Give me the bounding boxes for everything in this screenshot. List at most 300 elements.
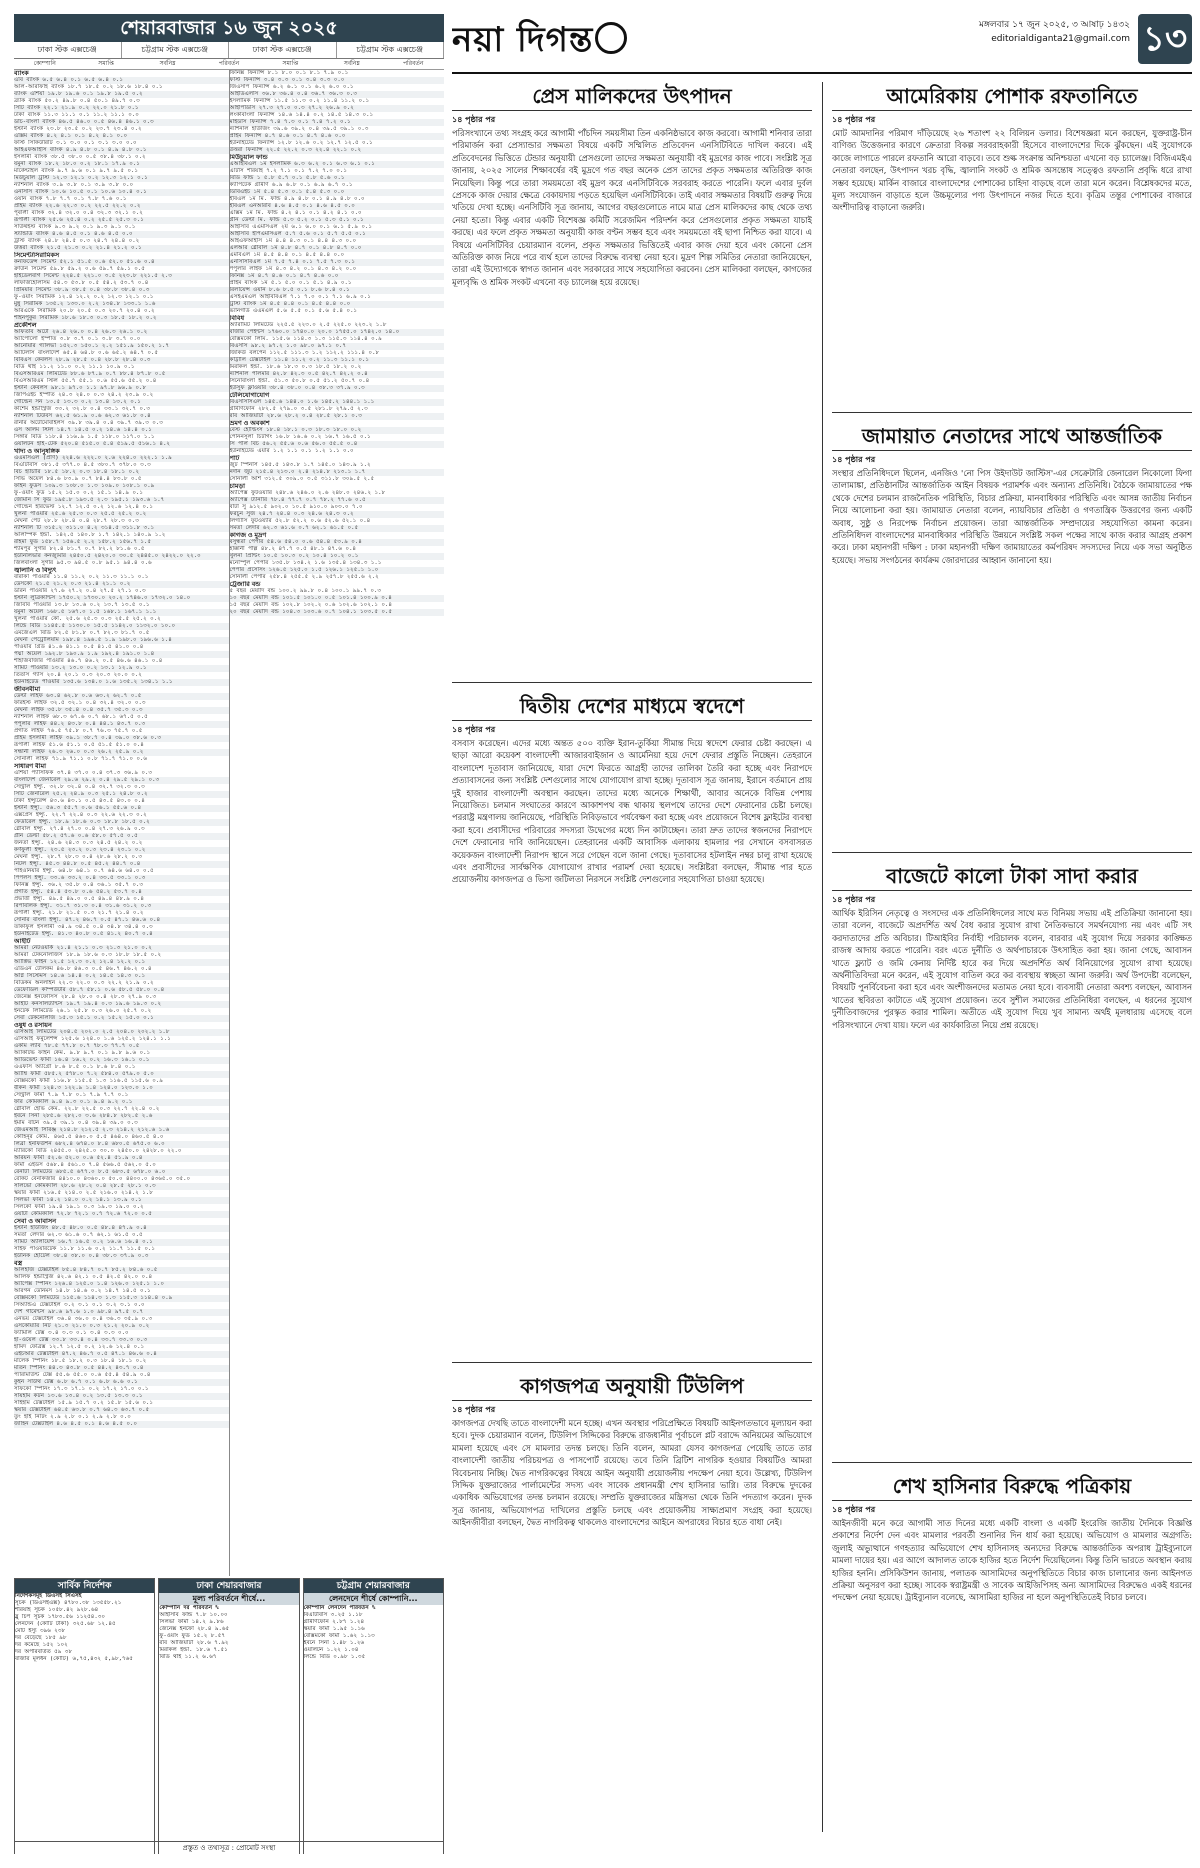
stock-row: জনতা ইন্স্যু. ২৪.৬ ২৪.৩ ০.৩ ২৪.৫ ২৪.২ ০.২	[14, 840, 143, 846]
stock-row: এসইএমএল আইবিবিএল ৭.১ ৭.০ ০.১ ৭.১ ৬.৯ ০.১	[229, 294, 371, 300]
stock-row: মাইডাস ফিন্যান্স ৭.৪ ৭.৩ ০.১ ৭.৪ ৭.২ ০.১	[230, 119, 445, 126]
stock-row: জিকিউ বলপেন ১১২.৫ ১১১.৩ ১.২ ১১২.২ ১১১.৪ ০.৮	[229, 350, 380, 356]
stock-row: ইউনাইটেড ফিন্যান্স ১২.৮ ১২.৬ ০.২ ১২.৭ ১২.৫ ০.১	[229, 140, 373, 146]
price-table-left	[14, 70, 230, 1576]
box-row: দর অপরিবর্তিত ৫৯ ৩৮	[15, 1649, 73, 1655]
stock-row: রেনাটা লিমিটেড ৬৮৫.৫ ৬৭৭.০ ৮.৫ ৬৮৩.৫ ৬৭৮.০ ৬.০	[14, 1169, 229, 1176]
box-row: সূচক (ডিএসইএক্স) ৪৭৮০.৩৮ ১৩৫৫৮.২১	[15, 1600, 122, 1606]
stock-row: বিচ হ্যাচারি ১৮.৫ ১৮.২ ০.৩ ১৮.৪ ১৮.১ ০.২	[14, 469, 229, 476]
dse-box-title: ঢাকা শেয়ারবাজার	[159, 1579, 298, 1593]
sector-heading: ওষুধ ও রসায়ন	[14, 1022, 52, 1029]
stock-row: অ্যাপেক্স ফুটওয়্যার ২৪৮.৬ ২৪৬.০ ২.৬ ২৪৮.০ ২৪৬.২ ১.৮	[229, 490, 386, 496]
logo-circle-icon	[595, 22, 627, 54]
stock-row: অ্যাপেক্স ট্যানারি ৭৮.৪ ৭৭.৭ ০.৭ ৭৮.২ ৭৭.৬ ০.৫	[230, 497, 445, 504]
stock-row: কনফিডেন্স সিমেন্ট ৫২.১ ৫১.৫ ০.৬ ৫২.০ ৫১.৬ ০.৪	[14, 259, 229, 266]
sector-heading: খাদ্য ও আনুষঙ্গিক	[14, 448, 60, 455]
stock-row: বেস্ট হোল্ডিংস ১৮.৪ ১৮.১ ০.৩ ১৮.৩ ১৮.০ ০.২	[230, 427, 445, 434]
sector-heading: ট্রেজারি বন্ড	[229, 581, 261, 588]
stock-row: লিন্ডে বিডি ১১৪৫.৫ ১১৩০.০ ১৫.৫ ১১৪২.০ ১১৩২.০ ১০.০	[14, 623, 229, 630]
stock-row: সায়হাম কটন ১৩.৬ ১৩.৪ ০.২ ১৩.৫ ১৩.৩ ০.১	[14, 1393, 229, 1400]
stock-row: গ্রামীণফোন ২৮২.৫ ২৭৯.০ ৩.৫ ২৮১.৮ ২৭৯.৫ ২.৩	[229, 406, 368, 412]
story-headline[interactable]: জামায়াত নেতাদের সাথে আন্তর্জাতিক	[832, 422, 1192, 451]
stock-row: উত্তরা ফিন্যান্স ২২.৫ ২২.২ ০.৩ ২২.৪ ২২.১ ০.২	[230, 147, 445, 154]
box-row: জেনেক্স ইনফো ২৮.৪ ৯.৬৫	[159, 1626, 230, 1632]
stock-row: মিরাকল ইন্ডা. ১৮.৬ ১৮.৩ ০.৩ ১৮.৫ ১৮.২ ০.২	[229, 364, 362, 370]
box-row: বিডি থাই ১১.২ ৬.৬৭	[159, 1654, 217, 1660]
sector-heading: টেলিযোগাযোগ	[229, 392, 270, 399]
stock-row: পিপলস ইন্স্যু. ৩৩.৬ ৩৩.২ ০.৪ ৩৩.৫ ৩৩.১ ০.৩	[14, 875, 229, 882]
story-jump-line: ১৪ পৃষ্ঠার পর	[832, 895, 876, 904]
stock-row: অ্যাডভেন্ট ফার্মা ১৬.৪ ১৬.২ ০.২ ১৬.৩ ১৬.১ ০.১	[14, 1057, 229, 1064]
stock-row: এমবিএল ১ম ৪.৫ ৪.৪ ০.১ ৪.৫ ৪.৪ ০.০	[229, 252, 345, 258]
story-headline[interactable]: দ্বিতীয় দেশের মাধ্যমে স্বদেশে	[452, 692, 812, 721]
news-story	[452, 82, 812, 697]
exchange-label: চট্টগ্রাম স্টক এক্সচেঞ্জ	[337, 42, 445, 58]
stock-row: খুলনা পাওয়ার কো. ২৫.৬ ২৫.৩ ০.৩ ২৫.৫ ২৫.২ ০.২	[14, 616, 161, 622]
story-body: কাগজপত্র দেখছি তাতে বাংলাদেশী মনে হচ্ছে। এখন অবস্থার পরিপ্রেক্ষিতে বিষয়টি আইনগতভাবে মূল্যায়ন করা হবে। দুদক চেয়ারম্যান বলেন, টিউলিপ সিদ্দিকের বিরুদ্ধে রাজধানীর পূর্বাচলে প্লট বরাদ্দে অনিয়মের অভিযোগে মামলা হয়েছে এবং সে মামলার তদন্ত চলছে। তিনি বলেন, আমরা যেসব কাগজপত্র পেয়েছি তাতে তার বাংলাদেশী জাতীয় পরিচয়পত্র ও পাসপোর্ট রয়েছে। তবে তিনি ব্রিটিশ নাগরিক হওয়ার বিষয়টিও আমরা বিবেচনায় নিচ্ছি। দ্বৈত নাগরিকত্বের বিষয়ে আইন অনুযায়ী প্রয়োজনীয় পদক্ষেপ নেয়া হবে। উল্লেখ্য, টিউলিপ সিদ্দিক যুক্তরাজ্যের পার্লামেন্টের সদস্য এবং সাবেক প্রধানমন্ত্রী শেখ হাসিনার ভাগ্নি। তার বিরুদ্ধে দুদকের একাধিক অভিযোগের তদন্ত চলমান রয়েছে। সম্প্রতি যুক্তরাজ্যের মন্ত্রিসভা থেকে তিনি পদত্যাগ করেন। দুদক সূত্র জানায়, অভিযোগপত্র দাখিলের প্রস্তুতি চলছে এবং প্রয়োজনীয় সাক্ষ্যপ্রমাণ সংগ্রহ করা হয়েছে। আইনজীবীরা বলছেন, দ্বৈত নাগরিকত্ব থাকলেও বাংলাদেশের আইনে অপরাধের বিচার হতে বাধা নেই।	[452, 1418, 812, 1528]
stock-row: তাকাফুল ইসলামী ৩৪.৯ ৩৪.৫ ০.৪ ৩৪.৮ ৩৪.৪ ০.৩	[14, 924, 153, 930]
story-body: আর্থিক ইরিসিন নেতৃত্বে ও সংসদের এক প্রতিনিধিদলের সাথে মত বিনিময় সভায় এই প্রতিক্রিয়া জানানো হয়। তারা বলেন, বাজেটে অপ্রদর্শিত অর্থ বৈধ করার সুযোগ রাখা নৈতিকভাবে সমর্থনযোগ্য নয় এবং এটি সৎ করদাতাদের প্রতি অবিচার। টিআইবির নির্বাহী পরিচালক বলেন, বারবার এই সুযোগ দিয়ে সরকার কাঙ্ক্ষিত রাজস্ব আদায় করতে পারেনি। বরং এতে দুর্নীতি ও অর্থপাচারকে উৎসাহিত করা হয়। জানা গেছে, আবাসন খাতে ফ্ল্যাট ও জমি কেনায় নির্দিষ্ট হারে কর দিয়ে অপ্রদর্শিত অর্থ বিনিয়োগের সুযোগ রাখা হয়েছে। অর্থনীতিবিদরা মনে করেন, এই সুযোগ বাতিল করে কর ব্যবস্থায় স্বচ্ছতা আনা জরুরি। অর্থ উপদেষ্টা বলেছেন, বিষয়টি পুনর্বিবেচনা করা হবে এবং অংশীজনদের মতামত নেয়া হবে। ব্যবসায়ী নেতারা অবশ্য বলছেন, আবাসন খাতের স্থবিরতা কাটাতে এই সুযোগ প্রয়োজন। তবে সুশীল সমাজের প্রতিনিধিরা বলছেন, এ ধরনের সুযোগ দুর্নীতিবাজদের পুরস্কৃত করার শামিল। অতীতে এই সুযোগ দিয়ে খুব সামান্য অর্থই মূলধারায় এসেছে বলে পরিসংখ্যানে দেখা যায়। ফলে এর কার্যকারিতা নিয়ে প্রশ্ন রয়েছে।	[832, 908, 1192, 1030]
cse-box-title: চট্টগ্রাম শেয়ারবাজার	[304, 1579, 443, 1593]
stock-row: আইএফআইসি ১ম ৪.৪ ৪.৩ ০.১ ৪.৪ ৪.৩ ০.০	[229, 238, 357, 244]
story-divider	[832, 852, 1192, 853]
stock-row: ইস্টার্ন হাউজিং ৪৮.৫ ৪৮.০ ০.৫ ৪৮.৪ ৪৭.৯ ০.৪	[14, 1225, 229, 1232]
box-row: বাজার মূলধন (কোটি) ৬,৭৫,৪৩২ ৫,৯৮,৭৬৫	[15, 1656, 133, 1662]
stock-row: জেনেক্স ইনফোসিস ২৮.৪ ২৮.০ ০.৪ ২৮.৩ ২৭.৯ ০.৩	[14, 994, 157, 1000]
box-row: বেক্সিমকো ফার্মা ১.৬২ ১.১৩	[303, 1633, 375, 1639]
sector-heading: জ্বালানি ও বিদ্যুৎ	[14, 567, 57, 574]
news-story	[452, 1372, 812, 1857]
box-row: শরিয়াহ সূচক ১০৫৮.৪২ ৯২৮.৬৪	[15, 1607, 99, 1613]
masthead-meta	[979, 18, 1130, 46]
stock-row: পাইওনিয়ার ইন্স্যু. ৬৪.৮ ৬৪.১ ০.৭ ৬৪.৬ ৬৪.০ ০.৫	[14, 868, 154, 874]
stock-row: সি পার্ল বিচ ৫৬.২ ৫৫.৬ ০.৬ ৫৬.০ ৫৫.৫ ০.৪	[230, 441, 445, 448]
stock-row: অরিয়ন ফার্মা ৫২.৬ ৫২.০ ০.৬ ৫২.৪ ৫১.৯ ০.৪	[14, 1155, 229, 1162]
news-story	[832, 1472, 1192, 1857]
column-header: পরিবর্তন	[218, 60, 240, 67]
stock-row: ইউনাইটেড এয়ার ১.২ ১.১ ০.১ ১.২ ১.১ ০.০	[229, 448, 354, 454]
stock-row: গোল্ডেন সন ১৩.৫ ১৩.৩ ০.২ ১৩.৪ ১৩.২ ০.১	[14, 399, 229, 406]
stock-row: রবি আজিয়াটা ২৮.৬ ২৮.২ ০.৪ ২৮.৫ ২৮.১ ০.৩	[230, 413, 445, 420]
stock-row: কাট্টালি টেক্সটাইল ১১.৪ ১১.২ ০.২ ১১.৩ ১১.১ ০.১	[230, 357, 445, 364]
box-row: ফু-ওয়াং ফুড ১৫.২ ৮.৫৭	[159, 1633, 226, 1639]
stock-row: ডাচ-বাংলা ব্যাংক ৪৬.৫ ৪৬.০ ০.৫ ৪৬.৪ ৪৬.১ ০.৩	[14, 119, 229, 126]
box-row: দর বেড়েছে ১৮৫ ৯৮	[15, 1635, 67, 1641]
stock-row: সাইফ পাওয়ারটেক ১১.৮ ১১.৬ ০.২ ১১.৭ ১১.৫ ০.১	[14, 1246, 155, 1252]
box-row: ইবনে সিনা ১.৪৮ ১.২৬	[303, 1640, 365, 1646]
stock-row: ফু-ওয়াং সিরামিক ১২.৪ ১২.২ ০.২ ১২.৩ ১২.১ ০.১	[14, 294, 154, 300]
story-divider	[832, 1462, 1192, 1463]
cse-box-subtitle: লেনদেনে শীর্ষে কোম্পানি...	[304, 1593, 443, 1605]
stock-row: বার্জার পেইন্টস ১৭৬০.০ ১৭৪০.০ ২০.০ ১৭৫৫.০ ১৭৪২.০ ১৪.০	[230, 329, 445, 336]
stock-row: রহিমা ফুড ১৫৮.৭ ১৫৬.৫ ২.২ ১৫৮.২ ১৫৬.৭ ১.৫	[14, 539, 229, 546]
stock-row: জেএমআই সিরিঞ্জ ২১৪.৮ ২১২.৫ ২.৩ ২১৪.২ ২১২.৬ ১.৬	[14, 1127, 229, 1134]
box-row: লিন্ডে বিডি ০.৯৮ ১.৩৫	[303, 1654, 366, 1660]
story-body: পরিসংখ্যানে তথ্য সংগ্রহ করে আগামী পাঁচদিন সময়সীমা তিন একনিষ্ঠভাবে কাজ করবো। আগামী শনিবার তারা পরিমার্জন করা প্রেস্যান্ডার সক্ষমতা বিষয়ে একটি সম্মিলিত প্রতিবেদন এনসিটিবিতে দাখিল করবে। এই প্রতিবেদনের ভিত্তিতে টেন্ডার অনুযায়ী প্রেসগুলো তাদের সক্ষমতা অনুযায়ী বই মুদ্রণের কাজ পাবে। সংশ্লিষ্ট সূত্র জানায়, ২০২৫ সালের শিক্ষাবর্ষের বই মুদ্রণে গত বছর অনেক প্রেস তাদের প্রকৃত সক্ষমতার অতিরিক্ত কাজ নিয়েছিল। কিন্তু পরে তারা সময়মতো বই মুদ্রণ করে এনসিটিবিকে সরবরাহ করতে পারেনি। ফলে এবার দুর্বল প্রেসকে কাজ দেয়ার ক্ষেত্রে বেকায়দায় পড়তে হয়েছিল এনসিটিবিকে। তাই এবার সক্ষমতার বিষয়টি গুরুত্ব দিয়ে খতিয়ে দেখা হচ্ছে। এনসিটিবি সূত্র জানায়, আগের বছরগুলোতে নামে মাত্র প্রেস মালিকদের কাছ থেকে তথ্য নেয়া হতো। কিন্তু এবার একটি বিশেষজ্ঞ কমিটি সরেজমিন পরিদর্শন করে প্রেসগুলোর প্রকৃত সক্ষমতা যাচাই করছে। এর ফলে প্রকৃত সক্ষমতা অনুযায়ী কাজ বণ্টন সম্ভব হবে এবং সময়মতো বই ছাপা নিশ্চিত করা যাবে। এ বিষয়ে এনসিটিবির চেয়ারম্যান বলেন, প্রকৃত সক্ষমতার ভিত্তিতেই এবার কাজ দেয়া হবে এবং কোনো প্রেস অতিরিক্ত কাজ নিয়ে পরে ব্যর্থ হলে তাদের বিরুদ্ধে ব্যবস্থা নেয়া হবে। মুদ্রণ শিল্প সমিতির নেতারা জানিয়েছেন, তারা এই উদ্যোগকে স্বাগত জানান এবং সরকারের সাথে সহযোগিতা করবেন। প্রেস মালিকরা বলছেন, কাগজের মূল্যবৃদ্ধি ও শ্রমিক সংকট এখনো বড় চ্যালেঞ্জ হয়ে রয়েছে।	[452, 128, 812, 287]
summary-table	[15, 1593, 154, 1663]
column-header: সমাপ্তি	[282, 60, 299, 67]
stock-row: নর্দান জুট ২১৫.৪ ২১৩.০ ২.৪ ২১৪.৮ ২১৩.১ ১.৭	[230, 469, 445, 476]
share-market-section	[14, 14, 444, 1854]
stock-row: জিলবাংলা সুগার ৯৫.৩ ৯৪.৫ ০.৮ ৯৫.১ ৯৪.৪ ০.৬	[14, 560, 152, 566]
stock-row: প্রভাতী ইন্স্যু. ৪৯.৫ ৪৯.০ ০.৫ ৪৯.৪ ৪৮.৯ ০.৪	[14, 896, 144, 902]
stock-row: প্রাইম ব্যাংক ২২.৬ ২২.৩ ০.২ ২২.৫ ২২.২ ০.২	[14, 203, 229, 210]
story-jump-line: ১৪ পৃষ্ঠার পর	[832, 455, 876, 464]
box-header-row: কোম্পানি লেনদেন পরিবর্তন %	[303, 1605, 376, 1611]
stock-row: মেঘনা পেট ২৮.৮ ২৮.৪ ০.৪ ২৮.৭ ২৮.৩ ০.৩	[14, 518, 139, 524]
stock-row: ফ্যামিলি টেক্স ৩.৪ ৩.৩ ০.১ ৩.৪ ৩.৩ ০.০	[14, 1330, 129, 1336]
stock-row: মুন্নু সিরামিক ১৩৫.২ ১৩৩.০ ২.২ ১৩৪.৮ ১৩৩.১ ১.৬	[14, 301, 229, 308]
sector-heading: সেবা ও আবাসন	[14, 1218, 57, 1225]
summary-title: সার্বিক নির্দেশক	[15, 1579, 154, 1593]
newspaper-logo[interactable]	[452, 14, 627, 71]
stock-row: সেবা টেকনোলজি ১৫.৩ ১৫.১ ০.২ ১৫.২ ১৫.০ ০.১	[14, 1015, 229, 1022]
price-tables	[14, 70, 444, 1576]
stock-row: পপুলার লাইফ ১ম ৪.৩ ৪.২ ০.১ ৪.৩ ৪.২ ০.০	[229, 266, 357, 272]
news-section	[452, 8, 1192, 1860]
box-row: দর কমেছে ১৫২ ১০২	[15, 1642, 68, 1648]
stock-row: তিতাস গ্যাস ২০.৪ ২০.১ ০.৩ ২০.৩ ২০.০ ০.২	[14, 672, 142, 678]
page-number-badge: ১৩	[1138, 14, 1192, 64]
stock-row: এস আলম স্টিল ১৪.৭ ১৪.৫ ০.২ ১৪.৬ ১৪.৪ ০.১	[14, 427, 229, 434]
stock-row: জুট স্পিনার্স ১৪৫.৫ ১৪৩.৮ ১.৭ ১৪৫.০ ১৪৩.৯ ১.২	[229, 462, 371, 468]
stock-row: জাহিন টেক্সটাইল ৪.৬ ৪.৫ ০.১ ৪.৬ ৪.৫ ০.০	[14, 1421, 229, 1428]
stock-row: ইউসুফ ফ্লাওয়ার ৩৮.৪ ৩৮.০ ০.৪ ৩৮.৩ ৩৭.৯ ০.৩	[230, 385, 445, 392]
stock-row: ফরচুন সুজ ২৪.৭ ২৪.৪ ০.৩ ২৪.৬ ২৪.৩ ০.২	[230, 511, 445, 518]
stock-row: এইচআর টেক্সটাইল ৪৭.২ ৪৬.৭ ০.৫ ৪৭.১ ৪৬.৬ ০.৪	[14, 1351, 229, 1358]
stock-row: বারাকা পাওয়ার ১১.৪ ১১.২ ০.২ ১১.৩ ১১.১ ০.১	[14, 574, 149, 580]
stock-row: বিডিকম অনলাইন ২২.৩ ২২.০ ০.৩ ২২.২ ২১.৯ ০.২	[14, 980, 154, 986]
stock-row: এএমসিএল (প্রাণ) ২২৪.৬ ২২২.০ ২.৬ ২২৪.০ ২২২.১ ১.৯	[14, 455, 229, 462]
stock-row: ন্যাশনাল টিউবস ৬২.৫ ৬১.৯ ০.৬ ৬২.৩ ৬১.৮ ০.৪	[14, 413, 229, 420]
stock-row: ট্রাস্ট ব্যাংক ১ম ৪.৫ ৪.৪ ০.১ ৪.৫ ৪.৪ ০.০	[230, 301, 445, 308]
stock-row: পদ্মা অয়েল ১৯২.৮ ১৯০.৯ ১.৯ ১৯২.৪ ১৯১.০ ১.৪	[14, 651, 229, 658]
stock-row: ট্রাস্ট ব্যাংক ২৪.৮ ২৪.৫ ০.৩ ২৪.৭ ২৪.৪ ০.২	[14, 238, 140, 244]
stock-row: ওয়াটা কেমিক্যাল ৭২.৮ ৭২.১ ০.৭ ৭২.৬ ৭২.০ ০.৫	[14, 1211, 229, 1218]
stock-row: মনোস্পুল পেপার ১৩৫.৮ ১৩৪.২ ১.৬ ১৩৫.৪ ১৩৪.৩ ১.১	[229, 560, 382, 566]
stock-row: আফতাব অটো ২৬.৪ ২৬.০ ০.৪ ২৬.৩ ২৬.১ ০.২	[14, 329, 229, 336]
stock-row: আইটি কনসালট্যান্টস ১৯.৭ ১৯.৪ ০.৩ ১৯.৬ ১৯.৩ ০.২	[14, 1001, 229, 1008]
stock-row: রূপালী লাইফ ৫১.৬ ৫১.১ ০.৫ ৫১.৫ ৫১.০ ০.৪	[14, 742, 144, 748]
story-headline[interactable]: প্রেস মালিকদের উৎপাদন	[452, 82, 812, 111]
dse-box	[158, 1578, 299, 1854]
stock-row: এক্সপ্রেস ইন্স্যু. ২২.৭ ২২.৪ ০.৩ ২২.৬ ২২.৩ ০.২	[14, 812, 147, 818]
stock-row: ইউনাইটেড পাওয়ার ১৩৫.৬ ১৩৪.০ ১.৬ ১৩৫.২ ১৩৪.১ ১.১	[14, 679, 229, 686]
stock-row: বেক্সিমকো লিমিটেড ১১৫.৬ ১১৪.৩ ১.৩ ১১৫.৩ ১১৪.৪ ০.৯	[14, 1295, 229, 1302]
stock-row: কোহিনূর কেমি. ৪৬৫.৫ ৪৬০.০ ৫.৫ ৪৬৪.০ ৪৬০.৫ ৪.০	[14, 1134, 164, 1140]
box-row: ব্লু চিপ সূচক ১৭৮৩.৫৬ ১১২৫৪.৩০	[15, 1614, 106, 1620]
stock-row: এসিআই ফর্মুলেশন্স ১২৫.৬ ১২৪.০ ১.৬ ১২৫.২ ১২৪.১ ১.১	[14, 1036, 171, 1042]
story-headline[interactable]: আমেরিকায় পোশাক রফতানিতে	[832, 82, 1192, 111]
stock-row: ইসলামী ব্যাংক ৩৮.৫ ৩৮.০ ০.৫ ৩৮.৪ ৩৮.১ ০.২	[14, 154, 146, 160]
stock-row: ওয়ালটন হাই-টেক ৫২০.৪ ৫১৫.০ ৫.৪ ৫১৯.৫ ৫১৬.১ ৪.২	[14, 441, 229, 448]
stock-row: আল-আরাফাহ ব্যাংক ১৮.৭ ১৮.৫ ০.২ ১৮.৬ ১৮.৪ ০.১	[14, 84, 163, 90]
story-divider	[452, 1362, 812, 1363]
stock-row: বসুন্ধরা পেপার ৫৪.৬ ৫৪.০ ০.৬ ৫৪.৪ ৫৩.৯ ০.৪	[230, 539, 445, 546]
box-row: লেনদেন (কোটি টাকা) ৩২৫.৬৮ ১২.৪৫	[15, 1621, 116, 1627]
stock-row: ইউনিলিভার কনজ্যুমার ২৪৫০.৫ ২৪২০.০ ৩০.৫ ২৪৪৫.০ ২৪২২.০ ২২.০	[14, 553, 229, 560]
stock-row: অ্যাপেক্স স্পিনিং ১২৬.৪ ১২৫.০ ১.৪ ১২৬.০ ১২৫.১ ১.০	[14, 1281, 229, 1288]
stock-row: খুলনা প্রিন্টিং ১০.৫ ১০.৩ ০.২ ১০.৪ ১০.২ ০.১	[230, 553, 445, 560]
sector-heading: জীবনবীমা	[14, 686, 41, 693]
stock-row: আরগন ডেনিমস ১৪.৮ ১৪.৬ ০.২ ১৪.৭ ১৪.৫ ০.১	[14, 1288, 151, 1294]
stock-row: খুলনা পাওয়ার ২৫.৬ ২৫.৩ ০.৩ ২৫.৫ ২৫.২ ০.২	[14, 511, 229, 518]
stock-row: ন্যাশনাল ব্যাংক ৩.৯ ৩.৮ ০.১ ৩.৯ ৩.৮ ০.০	[14, 182, 134, 188]
box-row: আইসিবি ফান্ড ৭.৮ ১০.০০	[159, 1612, 228, 1618]
stock-row: আইসিবি ইপিএমসিএল ৫.৭ ৫.৬ ০.১ ৫.৭ ৫.৫ ০.১	[230, 231, 445, 238]
stock-row: অ্যারামিট লিমিটেড ২২৫.৫ ২২৩.০ ২.৫ ২২৫.০ ২২৩.২ ১.৮	[229, 322, 387, 328]
stock-row: জিপিএইচ ইস্পাত ২৪.৩ ২৪.০ ০.৩ ২৪.২ ২৩.৯ ০.২	[14, 392, 154, 398]
stock-row: মেঘনা লাইফ ৩৫.৮ ৩৫.৪ ০.৪ ৩৫.৭ ৩৫.৩ ০.৩	[14, 707, 229, 714]
stock-row: লিগ্যাসি ফুটওয়্যার ৫২.৮ ৫২.২ ০.৬ ৫২.৬ ৫২.১ ০.৪	[229, 518, 371, 524]
stock-row: পপুলার লাইফ ৪৪.২ ৪৩.৮ ০.৪ ৪৪.১ ৪৩.৭ ০.৩	[14, 721, 229, 728]
stock-row: উত্তরা ব্যাংক ২১.৫ ২১.৩ ০.২ ২১.৪ ২১.২ ০.১	[14, 245, 229, 252]
stock-row: ইস্টার্ন ব্যাংক ২৩.৮ ২৩.৫ ০.২ ২৩.৭ ২৩.৪ ০.২	[14, 126, 142, 132]
stock-row: বিএসসিসিএল ১৪৫.৬ ১৪৪.০ ১.৬ ১৪৫.২ ১৪৪.১ ১.১	[230, 399, 445, 406]
story-body: মোট আমদানির পরিমাণ দাঁড়িয়েছে ২৬ শতাংশ ২২ বিলিয়ন ডলার। বিশেষজ্ঞরা মনে করছেন, যুক্তরাষ্ট্র-চীন বাণিজ্য উত্তেজনার কারণে ক্রেতারা বিকল্প সরবরাহকারী হিসেবে বাংলাদেশের দিকে ঝুঁকছেন। এই সুযোগকে কাজে লাগাতে পারলে রফতানি আরো বাড়বে। তবে শুল্ক সংক্রান্ত অনিশ্চয়তা এখনো বড় চ্যালেঞ্জ। বিজিএমইএ নেতারা বলছেন, উৎপাদন খরচ বৃদ্ধি, জ্বালানি সংকট ও শ্রমিক অসন্তোষ সত্ত্বেও রফতানি প্রবৃদ্ধি ধরে রাখা সম্ভব হয়েছে। মার্কিন বাজারে বাংলাদেশের পোশাকের চাহিদা বাড়ছে বলে তারা মনে করেন। বিশ্লেষকদের মতে, মূল্য সংযোজন বাড়াতে হলে উচ্চমূল্যের পণ্য উৎপাদনে নজর দিতে হবে। কৃত্রিম তন্তুর পোশাকের বাজারে অংশীদারিত্ব বাড়ানো জরুরি।	[832, 128, 1192, 213]
stock-row: সাইহাম টেক্সটাইল ১৫.৯ ১৫.৭ ০.২ ১৫.৮ ১৫.৬ ০.১	[14, 1400, 153, 1406]
share-market-title: শেয়ারবাজার ১৬ জুন ২০২৫	[14, 14, 444, 42]
stock-row: ন্যাশনাল হাউজিং ৩৯.৬ ৩৯.২ ০.৪ ৩৯.৫ ৩৯.১ ০.৩	[229, 126, 369, 132]
stock-row: পেনিনসুলা চিটাগং ১৬.৮ ১৬.৬ ০.২ ১৬.৭ ১৬.৫ ০.১	[229, 434, 371, 440]
exchange-header-row	[14, 42, 444, 59]
stock-row: যমুনা অয়েল ১৬৮.৫ ১৬৭.০ ১.৫ ১৬৮.১ ১৬৭.১ ১.১	[14, 609, 229, 616]
stock-row: ক্রাউন সিমেন্ট ৫৯.৮ ৫৯.২ ০.৬ ৫৯.৭ ৫৯.১ ০.৫	[14, 266, 145, 272]
sector-heading: ব্যাংক	[14, 70, 29, 77]
news-columns	[452, 82, 1192, 1860]
stock-row: আইডিএলসি ৩৬.৮ ৩৬.৪ ০.৪ ৩৬.৭ ৩৬.৩ ০.৩	[230, 91, 445, 98]
stock-row: ফার্মা এইডস ৫৬৮.৪ ৫৬১.০ ৭.৪ ৫৬৬.৫ ৫৬২.০ ৫.০	[14, 1162, 156, 1168]
stock-row: এবি ব্যাংক ৬.৫ ৬.৪ ০.১ ৬.৫ ৬.৪ ০.১	[14, 77, 229, 84]
stock-row: রূপালী ইন্স্যু. ২১.৮ ২১.৫ ০.৩ ২১.৭ ২১.৪ ০.২	[14, 910, 144, 916]
stock-row: রূপালী ব্যাংক ২৫.৬ ২৫.৪ ০.২ ২৫.৫ ২৫.৩ ০.১	[14, 217, 229, 224]
stock-row: ফার্স্ট ফিন্যান্স ৩.৪ ৩.৩ ০.১ ৩.৪ ৩.৩ ০.০	[230, 77, 445, 84]
stock-row: ন্যাশনাল লাইফ ৬৮.৩ ৬৭.৬ ০.৭ ৬৮.১ ৬৭.৫ ০.৫	[14, 714, 148, 720]
stock-row: ইউনাইটেড ইন্স্যু. ৪১.৩ ৪০.৮ ০.৫ ৪১.২ ৪০.৭ ০.৪	[14, 931, 229, 938]
stock-row: স্ট্যান্ডার্ড ব্যাংক ৪.৬ ৪.৫ ০.১ ৪.৬ ৪.৫ ০.০	[14, 231, 229, 238]
stock-row: ১০ বছর মেয়াদি বন্ড ১০১.৫ ১০১.০ ০.৫ ১০১.৪ ১০০.৯ ০.৪	[230, 595, 445, 602]
stock-row: হাক্কানী পাল্প ৪৮.২ ৪৭.৭ ০.৫ ৪৮.১ ৪৭.৬ ০.৪	[229, 546, 357, 552]
stock-row: সালভো কেমিক্যাল ২৮.৬ ২৮.২ ০.৪ ২৮.৫ ২৮.১ ০.৩	[14, 1183, 229, 1190]
exchange-label: চট্টগ্রাম স্টক এক্সচেঞ্জ	[122, 42, 230, 58]
stock-row: এমজেএল বিডি ৮২.৫ ৮১.৮ ০.৭ ৮২.৩ ৮১.৭ ০.৫	[14, 630, 150, 636]
issue-date: মঙ্গলবার ১৭ জুন ২০২৫, ৩ আষাঢ় ১৪৩২	[979, 20, 1130, 30]
stock-row: মেঘনা ইন্স্যু. ২৮.৭ ২৮.৩ ০.৪ ২৮.৬ ২৮.২ ০.৩	[14, 854, 143, 860]
stock-row: রিপাবলিক ইন্স্যু. ৩১.৭ ৩১.৩ ০.৪ ৩১.৬ ৩১.২ ০.৩	[14, 903, 229, 910]
stock-row: এনসিসি ব্যাংক ১০.৬ ১০.৫ ০.১ ১০.৬ ১০.৪ ০.১	[14, 189, 229, 196]
story-headline[interactable]: বাজেটে কালো টাকা সাদা করার	[832, 862, 1192, 891]
cse-table	[304, 1605, 443, 1661]
stock-row: সেন্ট্রাল ইন্স্যু. ৩২.৮ ৩২.৪ ০.৪ ৩২.৭ ৩২.৩ ০.৩	[14, 784, 145, 790]
stock-row: বাংলাদেশ জেনারেল ২৯.৬ ২৯.২ ০.৪ ২৯.৫ ২৯.১ ০.৩	[14, 777, 229, 784]
market-footer: প্রস্তুত ও তথ্যসূত্র : প্রোমোট সংস্থা	[14, 1841, 444, 1854]
stock-row: বাটা সু ৯১২.৫ ৯০২.০ ১০.৫ ৯১০.০ ৯০৩.০ ৭.০	[229, 504, 363, 510]
story-body: সংস্থার প্রতিনিধিদলে ছিলেন, এনজিও 'নো পিস উইদাউট জাস্টিস'-এর সেক্রেটারি জেনারেল নিকোলো ফিগা তালামাঙ্কা, প্রতিষ্ঠানটির আন্তর্জাতিক আইন বিষয়ক পরামর্শক এবং অন্যান্য প্রতিনিধি। বৈঠকে জামায়াতের পক্ষ থেকে দেশের চলমান রাজনৈতিক পরিস্থিতি, বিচার প্রক্রিয়া, মানবাধিকার পরিস্থিতি এবং আসন্ন জাতীয় নির্বাচন নিয়ে আলোচনা করা হয়। জামায়াত নেতারা বলেন, ন্যায়বিচার প্রতিষ্ঠা ও গণতান্ত্রিক উত্তরণের জন্য একটি অবাধ, সুষ্ঠু ও নিরপেক্ষ নির্বাচন প্রয়োজন। তারা আন্তর্জাতিক সম্প্রদায়ের সহযোগিতা কামনা করেন। প্রতিনিধিদল বাংলাদেশের মানবাধিকার পরিস্থিতি উন্নয়নে সংশ্লিষ্ট সকল পক্ষের সাথে কাজ করার আগ্রহ প্রকাশ করে। ঢাকা মহানগরী দক্ষিণ : ঢাকা মহানগরী দক্ষিণ জামায়াতের কর্মপরিষদ সদস্যদের নিয়ে এক সভা অনুষ্ঠিত হয়েছে। সভায় সংগঠনের কার্যক্রম জোরদারের আহ্বান জানানো হয়।	[832, 468, 1192, 565]
stock-row: ফিনিক্স ফিন্যান্স ৮.১ ৮.০ ০.১ ৮.১ ৭.৯ ০.১	[229, 70, 349, 76]
stock-row: ঢাকা ব্যাংক ১১.৩ ১১.১ ০.১ ১১.২ ১১.১ ০.০	[14, 112, 139, 118]
stock-row: হাইডেলবার্গ সিমেন্ট ২২৪.৫ ২২১.০ ৩.৫ ২২৩.৮ ২২১.৫ ২.৩	[14, 273, 229, 280]
stock-row: বিডি ফান্ড ১ ৫.৮ ৫.৭ ০.১ ৫.৮ ৫.৬ ০.১	[230, 175, 445, 182]
stock-row: আরএকে সিরামিক ২০.৮ ২০.৫ ০.৩ ২০.৭ ২০.৪ ০.২	[14, 308, 155, 314]
stock-row: বেক্সিমকো ফার্মা ১১৬.৮ ১১৫.৫ ১.৩ ১১৬.৫ ১১৫.৬ ০.৯	[14, 1078, 163, 1084]
stock-row: অ্যাকটিভ ফাইন কেম. ৯.৮ ৯.৭ ০.১ ৯.৮ ৯.৬ ০.১	[14, 1050, 151, 1056]
stock-row: ফিনিক্স ইন্স্যু. ৩৬.২ ৩৫.৮ ০.৪ ৩৬.১ ৩৫.৭ ০.৩	[14, 882, 143, 888]
stock-row: সিনোবাংলা ইন্ডা. ৫১.৩ ৫০.৮ ০.৫ ৫১.২ ৫০.৭ ০.৪	[229, 378, 370, 384]
stock-row: আনোয়ার গ্যালভা ১৫২.৩ ১৫০.১ ২.২ ১৫১.৯ ১৫০.২ ১.৭	[14, 343, 229, 350]
stock-row: সামিট পাওয়ার ১৩.২ ১৩.০ ০.২ ১৩.১ ১২.৯ ০.১	[14, 665, 229, 672]
story-headline[interactable]: শেখ হাসিনার বিরুদ্ধে পত্রিকায়	[832, 1472, 1192, 1501]
stock-row: আমরা টেকনোলজিস ১৮.৯ ১৮.৬ ০.৩ ১৮.৮ ১৮.৫ ০.২	[14, 952, 162, 958]
stock-row: প্রাইম ব্যাংক ১ম ৫.১ ৫.০ ০.১ ৫.১ ৪.৯ ০.১	[229, 280, 352, 286]
news-story	[832, 422, 1192, 867]
stock-row: সোনালী লাইফ ৭১.৯ ৭১.১ ০.৮ ৭১.৭ ৭১.০ ০.৬	[14, 756, 148, 762]
stock-row: ডিবিএইচ ১ম ৫.৪ ৫.৩ ০.১ ৫.৪ ৫.৩ ০.০	[230, 189, 445, 196]
news-story	[832, 862, 1192, 1477]
story-jump-line: ১৪ পৃষ্ঠার পর	[452, 725, 496, 734]
stock-row: সাউথইস্ট ব্যাংক ৯.৩ ৯.২ ০.১ ৯.৩ ৯.১ ০.১	[14, 224, 136, 230]
stock-row: সোনালী আঁশ ৩১২.৫ ৩০৯.০ ৩.৫ ৩১১.৮ ৩০৯.৫ ২.৫	[229, 476, 375, 482]
stock-row: বীকন ফার্মা ১২৪.৩ ১২২.৯ ১.৪ ১২৪.০ ১২৩.০ ১.০	[14, 1085, 229, 1092]
editorial-email[interactable]: editorialdiganta21@gmail.com	[991, 34, 1130, 44]
stock-row: রিলায়েন্স ওয়ান ৮.৬ ৮.৫ ০.১ ৮.৬ ৮.৪ ০.১	[230, 287, 445, 294]
stock-row: নিটল ইন্স্যু. ৪৫.৩ ৪৪.৮ ০.৫ ৪৫.২ ৪৪.৭ ০.৪	[14, 861, 229, 868]
stock-row: বিডি থাই ১১.২ ১১.০ ০.২ ১১.১ ১০.৯ ০.১	[14, 364, 135, 370]
story-jump-line: ১৪ পৃষ্ঠার পর	[832, 1505, 876, 1514]
stock-row: ইস্টার্ন ইন্স্যু. ৫৬.৩ ৫৫.৭ ০.৬ ৫৬.১ ৫৫.৬ ০.৪	[14, 805, 229, 812]
stock-row: ভ্যানগার্ড এএমএল ৫.৬ ৫.৫ ০.১ ৫.৬ ৫.৪ ০.১	[229, 308, 358, 314]
stock-row: জেমিনি সি ফুড ১৯৫.৮ ১৯৩.৫ ২.৩ ১৯৫.১ ১৯৩.৬ ১.৭	[14, 497, 229, 504]
stock-row: প্রগতি ইন্স্যু. ৫৪.৪ ৫৩.৮ ০.৬ ৫৪.২ ৫৩.৭ ০.৪	[14, 889, 229, 896]
stock-row: ইউনিক হোটেল ৩৮.৪ ৩৮.০ ০.৪ ৩৮.৩ ৩৭.৯ ০.৩	[14, 1253, 229, 1260]
stock-row: অ্যাক্টিভ ফাইন ১২.৫ ১২.৩ ০.২ ১২.৪ ১২.২ ০.১	[14, 959, 229, 966]
stock-row: ডেল্টা লাইফ ৬৩.৪ ৬২.৮ ০.৬ ৬৩.২ ৬২.৭ ০.৫	[14, 693, 229, 700]
stock-row: অ্যাম্বি ফার্মা ৫৮৫.২ ৫৭৮.০ ৭.২ ৫৮৪.০ ৫৭৯.০ ৫.০	[14, 1071, 229, 1078]
box-header-row: কোম্পানি দর পরিবর্তন %	[159, 1605, 219, 1611]
sector-heading: বিবিধ	[229, 315, 245, 322]
stock-row: ফাইন ফুডস ১০৯.৩ ১০৮.০ ১.৩ ১০৯.০ ১০৮.১ ০.৯	[14, 483, 229, 490]
stock-row: তুং হাই নিটিং ২.৯ ২.৮ ০.১ ২.৯ ২.৮ ০.০	[14, 1414, 131, 1420]
stock-row: এনভয় টেক্সটাইল ৩৬.৪ ৩৬.০ ০.৪ ৩৬.৩ ৩৫.৯ ০.৩	[14, 1316, 153, 1322]
sector-heading: প্রকৌশল	[14, 322, 37, 329]
masthead	[452, 8, 1192, 74]
stock-row: সেন্ট্রাল ফার্মা ৭.৯ ৭.৮ ০.১ ৭.৯ ৭.৭ ০.১	[14, 1092, 129, 1098]
box-row: রবি আজিয়াটা ২৮.৬ ৭.৯২	[159, 1640, 229, 1646]
stock-row: এক্সিম ১ম মি. ফান্ড ৪.২ ৪.১ ০.১ ৪.২ ৪.১ ০.০	[229, 210, 362, 216]
story-divider	[832, 412, 1192, 413]
stock-row: ফিনিক্স ১ম ৪.৭ ৪.৬ ০.১ ৪.৭ ৪.৬ ০.০	[230, 273, 445, 280]
box-row: বিএটিবিসি ৩.২৫ ১.১৮	[303, 1612, 363, 1618]
stock-row: ব্যাংক এশিয়া ১৯.৮ ১৯.৬ ০.১ ১৯.৮ ১৯.৫ ০.২	[14, 91, 229, 98]
stock-row: সিলকো ফার্মা ১৯.৪ ১৯.১ ০.৩ ১৯.৩ ১৯.০ ০.২	[14, 1204, 144, 1210]
story-body: আইনজীবী মনে করে আগামী সাত দিনের মধ্যে একটি বাংলা ও একটি ইংরেজি জাতীয় দৈনিকে বিজ্ঞপ্তি প্রকাশের নির্দেশ দেন এবং মামলার পরবর্তী শুনানির দিন ধার্য করা হয়েছে। অভিযোগ ও মামলার অগ্রগতি: জুলাই অভ্যুত্থানে গণহত্যার অভিযোগে শেখ হাসিনাসহ অন্যদের বিরুদ্ধে আন্তর্জাতিক অপরাধ ট্রাইব্যুনালে মামলা দায়ের হয়। এর আগে আদালত তাকে হাজির হতে নির্দেশ দিয়েছিলেন। কিন্তু তিনি ভারতে অবস্থান করায় হাজির হননি। প্রসিকিউশন জানায়, পলাতক আসামিদের অনুপস্থিতিতে বিচার কাজ চালানোর জন্য আইনগত প্রক্রিয়া অনুসরণ করা হচ্ছে। সাবেক স্বরাষ্ট্রমন্ত্রী ও সাবেক আইজিপিসহ অন্য আসামিদের বিরুদ্ধেও একই ধরনের পদক্ষেপ নেয়া হয়েছে। ট্রাইব্যুনাল বলেছে, আসামিরা হাজির না হলে অনুপস্থিতিতেই বিচার চলবে।	[832, 1518, 1192, 1603]
stock-row: মার্কেন্টাইল ব্যাংক ৯.৭ ৯.৬ ০.১ ৯.৭ ৯.৫ ০.১	[14, 168, 139, 174]
stock-row: ফার্স্ট সিকিউরিটি ৩.১ ৩.০ ০.১ ৩.১ ৩.০ ০.০	[14, 140, 137, 146]
dse-box-subtitle: মূল্য পরিবর্তনে শীর্ষে...	[159, 1593, 298, 1605]
stock-row: ফারইস্ট লাইফ ৩২.৫ ৩২.১ ০.৪ ৩২.৪ ৩২.০ ০.৩	[14, 700, 146, 706]
column-header: সমাপ্তি	[98, 60, 114, 67]
stock-row: যমুনা ব্যাংক ১৮.২ ১৮.০ ০.২ ১৮.১ ১৭.৯ ০.১	[14, 161, 229, 168]
stock-row: এডিএন টেলিকম ৪৬.৮ ৪৬.৩ ০.৫ ৪৬.৭ ৪৬.২ ০.৪	[14, 966, 152, 972]
sector-heading: মিউচুয়াল ফান্ড	[229, 154, 268, 161]
stock-row: ইবিএল এনআরবি ৪.৬ ৪.৫ ০.১ ৪.৬ ৪.৫ ০.০	[230, 203, 445, 210]
stock-row: এসকোয়্যার নিট ২১.৩ ২১.০ ০.৩ ২১.২ ২০.৯ ০.২	[14, 1323, 229, 1330]
story-jump-line: ১৪ পৃষ্ঠার পর	[452, 1405, 496, 1414]
stock-row: গোল্ডেন হারভেস্ট ১২.৭ ১২.৫ ০.২ ১২.৬ ১২.৪ ০.১	[14, 504, 154, 510]
box-row: ওয়ালটন ১.২২ ১.০৪	[303, 1647, 359, 1653]
news-story	[832, 82, 1192, 427]
box-header-row: নির্দেশকসমূহ ডিএসই সিএসই	[15, 1593, 82, 1599]
stock-row: এটিসি শরিয়াহ ৭.২ ৭.১ ০.১ ৭.২ ৭.০ ০.১	[229, 168, 347, 174]
stock-row: সোনার বাংলা ইন্স্যু. ৪৭.২ ৪৬.৭ ০.৫ ৪৭.১ ৪৬.৬ ০.৪	[14, 917, 229, 924]
stock-row: ঢাকা ইন্স্যুরেন্স ৪৩.৬ ৪৩.১ ০.৫ ৪৩.৫ ৪৩.০ ০.৪	[14, 798, 145, 804]
stock-row: সন্ধানী লাইফ ২৬.৩ ২৬.০ ০.৩ ২৬.২ ২৫.৯ ০.২	[14, 749, 229, 756]
stock-row: আইএফআইসি ব্যাংক ৪.৯ ৪.৮ ০.১ ৪.৯ ৪.৮ ০.১	[14, 147, 229, 154]
stock-row: পেপার প্রসেসিং ১২৬.৫ ১২৫.০ ১.৫ ১২৬.১ ১২৫.১ ১.০	[230, 567, 445, 574]
stock-row: ফার কেমিক্যাল ৯.৪ ৯.৩ ০.১ ৯.৪ ৯.২ ০.১	[14, 1099, 229, 1106]
stock-row: বিএসআরএম স্টিল ৫৫.৭ ৫৫.১ ০.৬ ৫৫.৬ ৫৫.২ ০.৪	[14, 378, 157, 384]
stock-row: লিব্রা ইনফিউশন ৬৮২.৪ ৬৭৪.০ ৮.৪ ৬৮০.৫ ৬৭৫.০ ৬.০	[14, 1141, 229, 1148]
stock-row: বিবিএস কেবলস ২৮.৯ ২৮.৫ ০.৪ ২৮.৮ ২৮.৪ ০.৩	[14, 357, 229, 364]
stock-row: ইমাম বাটন ৩৯.৫ ৩৯.১ ০.৪ ৩৯.৪ ৩৯.০ ০.৩	[14, 1120, 138, 1126]
stock-row: হা-ওয়েল টেক্স ৩৩.৮ ৩৩.৪ ০.৪ ৩৩.৭ ৩৩.৩ ০.৩	[14, 1337, 229, 1344]
stock-row: এএফসি অ্যাগ্রো ৮.৬ ৮.৫ ০.১ ৮.৬ ৮.৪ ০.১	[14, 1064, 136, 1070]
market-summary-boxes	[14, 1578, 444, 1854]
stock-row: কাশেম ইন্ডাস্ট্রিজ ৩৩.২ ৩২.৮ ০.৪ ৩৩.১ ৩২.৭ ০.৩	[14, 406, 150, 412]
stock-row: ফেডারেল ইন্স্যু. ১৮.৯ ১৮.৬ ০.৩ ১৮.৮ ১৮.৫ ০.২	[14, 819, 229, 826]
stock-row: অগ্নি সিস্টেমস ১৪.৬ ১৪.৪ ০.২ ১৪.৫ ১৪.৩ ০.১	[14, 973, 229, 980]
summary-box	[14, 1578, 155, 1854]
stock-row: ইস্টার্ন লুব্রিক্যান্টস ১৭৫০.২ ১৭৩০.০ ২০.২ ১৭৪৬.০ ১৭৩২.০ ১৪.০	[14, 595, 229, 602]
stock-row: জিএসপি ফিন্যান্স ৬.২ ৬.১ ০.১ ৬.২ ৬.০ ০.১	[229, 84, 354, 90]
stock-row: পাওয়ার গ্রিড ৪১.৬ ৪১.১ ০.৫ ৪১.৫ ৪১.০ ০.৪	[14, 644, 144, 650]
stock-row: ব্র্যাক ব্যাংক ৫০.২ ৪৯.৮ ০.৪ ৫০.১ ৪৯.৭ ০.৩	[14, 98, 140, 104]
stock-row: রেকিট বেনকিজার ৪৪১০.০ ৪৩৬০.০ ৫০.০ ৪৪০০.০ ৪৩৬৫.০ ৩৫.০	[14, 1176, 191, 1182]
stock-row: এনসিসিবিএল ১ম ৭.৫ ৭.৪ ০.১ ৭.৫ ৭.৩ ০.১	[230, 259, 445, 266]
stock-row: ন্যাশনাল টি ৩১৫.২ ৩১১.০ ৪.২ ৩১৪.৫ ৩১১.৮ ৩.১	[14, 525, 229, 532]
stock-row: অ্যাপোলো ইস্পাত ৩.৮ ৩.৭ ০.১ ৩.৮ ৩.৭ ০.০	[14, 336, 141, 342]
stock-row: এশিয়া প্যাসিফিক ৩৭.৪ ৩৭.০ ০.৪ ৩৭.৩ ৩৬.৯ ০.৩	[14, 770, 152, 776]
stock-row: ডরিন পাওয়ার ২৭.৬ ২৭.২ ০.৪ ২৭.৫ ২৭.১ ০.৩	[14, 588, 146, 594]
stock-row: প্রিমিয়ার সিমেন্ট ৩৮.৯ ৩৮.৫ ০.৪ ৩৮.৮ ৩৮.৪ ০.৩	[14, 287, 229, 294]
stock-row: ক্যাপিটেক গ্রামীণ ৬.৯ ৬.৮ ০.১ ৬.৯ ৬.৭ ০.১	[229, 182, 353, 188]
column-header: সর্বনিম্ন	[159, 60, 176, 67]
column-header: সর্বনিম্ন	[343, 60, 360, 67]
stock-row: আলহাজ টেক্সটাইল ৮৫.৪ ৮৪.৭ ০.৭ ৮৫.২ ৮৪.৬ ০.৫	[14, 1267, 229, 1274]
stock-row: সোনালী পেপার ২৫৮.৪ ২৫৫.৫ ২.৯ ২৫৭.৮ ২৫৫.৬ ২.২	[229, 574, 379, 580]
stock-row: গ্লোবাল ইন্স্যু. ২৭.৪ ২৭.০ ০.৪ ২৭.৩ ২৬.৯ ০.৩	[14, 826, 145, 832]
stock-row: সামিট অ্যালায়েন্স ১৬.৭ ১৬.৫ ০.২ ১৬.৬ ১৬.৪ ০.১	[14, 1239, 229, 1246]
box-row: গ্রামীণফোন ২.৮৭ ১.২৪	[303, 1619, 365, 1625]
stock-row: এক্সিম ব্যাংক ৪.২ ৪.১ ০.১ ৪.২ ৪.১ ০.০	[14, 133, 229, 140]
stock-row: ডেফোডিল কম্পিউটার ৫৮.৭ ৫৮.১ ০.৬ ৫৮.৫ ৫৮.০ ০.৪	[14, 987, 229, 994]
sector-heading: ভ্রমণ ও অবকাশ	[229, 420, 270, 427]
sector-heading: সাধারণ বীমা	[14, 763, 46, 770]
sector-heading: সিমেন্ট/সিরামিকস	[14, 252, 60, 259]
sector-heading: চামড়া	[229, 483, 246, 490]
stock-row: মতিন স্পিনিং ৪৪.৩ ৪৩.৮ ০.৫ ৪৪.২ ৪৩.৭ ০.৪	[14, 1365, 229, 1372]
stock-row: সিভি অয়েল ৮৪.৬ ৮৩.৯ ০.৭ ৮৪.৪ ৮৩.৮ ০.৫	[14, 476, 142, 482]
sector-heading: আইটি	[14, 938, 31, 945]
stock-row: বিএসআরএম লিমিটেড ৮৮.৬ ৮৭.৯ ০.৭ ৮৮.৪ ৮৭.৮ ০.৫	[14, 371, 229, 378]
story-headline[interactable]: কাগজপত্র অনুযায়ী টিউলিপ	[452, 1372, 812, 1401]
stock-row: মিউচুয়াল ট্রাস্ট ১২.৩ ১২.১ ০.২ ১২.৩ ১২.১ ০.১	[14, 175, 229, 182]
cse-box	[303, 1578, 444, 1854]
stock-row: ২০ বছর মেয়াদি বন্ড ১০৪.৩ ১০৩.৬ ০.৭ ১০৪.১ ১০৩.৫ ০.৫	[230, 609, 445, 616]
news-story	[452, 692, 812, 1377]
stock-row: স্কয়ার ফার্মা ২১৬.৫ ২১৪.০ ২.৫ ২১৬.০ ২১৪.২ ১.৮	[14, 1190, 153, 1196]
story-body: বসবাস করেছেন। এদের মধ্যে অন্তত ৫০০ ব্যক্তি ইরান-তুর্কিয়া সীমান্ত দিয়ে স্বদেশে ফেরার চেষ্টা করছেন। এ ছাড়া আরো কয়েকশ বাংলাদেশী আজারবাইজান ও আর্মেনিয়া হয়ে দেশে ফেরার প্রস্তুতি নিচ্ছেন। তেহরানে বাংলাদেশ দূতাবাস জানিয়েছে, যারা দেশে ফিরতে আগ্রহী তাদের তালিকা তৈরি করা হচ্ছে এবং নিরাপদে প্রত্যাবাসনের জন্য সংশ্লিষ্ট দেশগুলোর সাথে যোগাযোগ রাখা হচ্ছে। দূতাবাস সূত্র জানায়, ইরানে বর্তমানে প্রায় দুই হাজার বাংলাদেশী অবস্থান করছেন। তাদের মধ্যে অনেকে শিক্ষার্থী, আবার অনেকে বিভিন্ন পেশায় নিয়োজিত। চলমান সংঘাতের কারণে আকাশপথ বন্ধ থাকায় স্থলপথে তাদের দেশে ফেরানোর চেষ্টা চলছে। পররাষ্ট্র মন্ত্রণালয় জানিয়েছে, পরিস্থিতি নিবিড়ভাবে পর্যবেক্ষণ করা হচ্ছে এবং প্রয়োজনে বিশেষ ফ্লাইটের ব্যবস্থা করা হবে। প্রবাসীদের পরিবারের সদস্যরা উদ্বেগের মধ্যে দিন কাটাচ্ছেন। তারা দ্রুত তাদের স্বজনদের নিরাপদে দেশে ফেরানোর দাবি জানিয়েছেন। তেহরানের একটি আবাসিক এলাকায় হামলার পর সেখানে বসবাসরত কয়েকজন বাংলাদেশী নিরাপদ স্থানে সরে গেছেন বলে জানা গেছে। দূতাবাসের হটলাইন নম্বর চালু রাখা হয়েছে এবং প্রবাসীদের সার্বক্ষণিক যোগাযোগ রাখার পরামর্শ দেয়া হয়েছে। সংশ্লিষ্টরা বলছেন, সীমান্ত পার হতে প্রয়োজনীয় কাগজপত্র ও ভিসা জটিলতা নিরসনে সংশ্লিষ্ট দেশগুলোর সহযোগিতা চাওয়া হয়েছে।	[452, 738, 812, 885]
stock-row: ন্যাশনাল পলিমার ৪২.৮ ৪২.৩ ০.৫ ৪২.৭ ৪২.২ ০.৪	[230, 371, 445, 378]
